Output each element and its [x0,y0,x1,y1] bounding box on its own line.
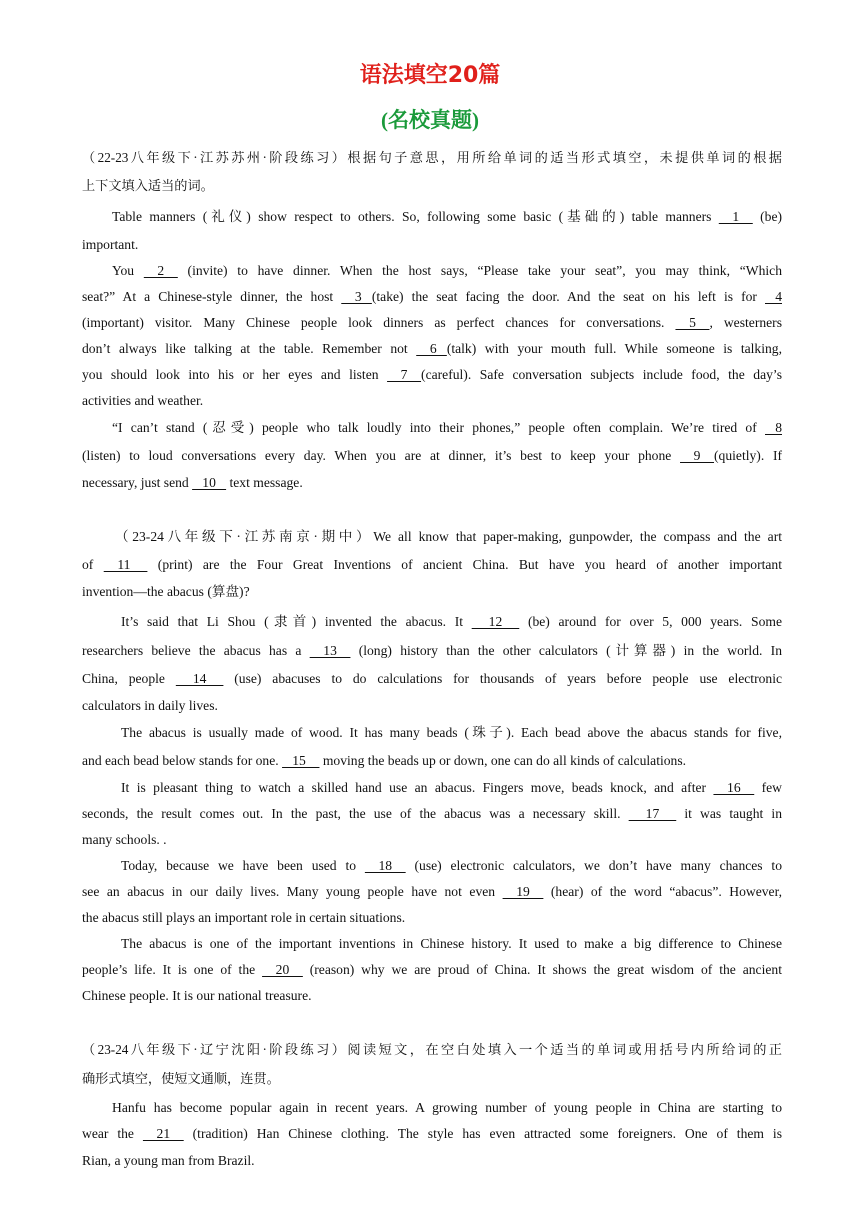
passage2-line: calculators in daily lives. [82,698,218,713]
text: (be) [752,209,782,224]
text: Today, because we have been used to [121,858,365,873]
blank-14[interactable]: 14 [175,671,224,686]
passage2-line: The abacus is usually made of wood. It has many beads (珠子). Each bead above the abacus stands for five, [121,725,782,740]
text: people’s life. It is one of the [82,962,263,977]
passage1-line [82,443,782,469]
blank-13[interactable]: 13 [309,643,351,658]
passage3-line [82,1121,782,1147]
passage3-line: Rian, a young man from Brazil. [82,1153,255,1168]
text: wear the [82,1126,143,1141]
text: and each bead below stands for one. [82,753,283,768]
blank-4[interactable]: 4 [765,289,782,304]
passage2-line [82,879,782,905]
passage1-line: important. [82,237,139,252]
text: (listen) to loud conversations every day. When you are at dinner, it’s best to keep your phone [82,448,681,463]
blank-16[interactable]: 16 [713,780,755,795]
passage3-instruction-line1: （23-24八年级下·辽宁沈阳·阶段练习）阅读短文，在空白处填入一个适当的单词或用括号内所给词的正 [82,1042,782,1057]
text: It’s said that Li Shou (隶首) invented the abacus. It [121,614,472,629]
text: you should look into his or her eyes and listen [82,367,388,382]
text: (be) around for over 5, 000 years. Some [519,614,782,629]
passage2-line [82,957,782,983]
passage2-line: The abacus is one of the important inventions in Chinese history. It used to make a big difference to Chinese [121,936,782,951]
text: seat?” At a Chinese-style dinner, the host [82,289,342,304]
passage2-line: （23-24八年级下·江苏南京·期中）We all know that paper-making, gunpowder, the compass and the art [115,529,782,544]
blank-10[interactable]: 10 [192,475,227,490]
text: moving the beads up or down, one can do all kinds of calculations. [319,753,687,768]
blank-19[interactable]: 19 [502,884,544,899]
text: (take) the seat facing the door. And the seat on his left is for [371,289,765,304]
passage2-line [121,609,782,635]
blank-20[interactable]: 20 [262,962,303,977]
blank-6[interactable]: 6 [416,341,447,356]
text: (talk) with your mouth full. While someone is talking, [446,341,782,356]
passage1-line [82,362,782,388]
page-subtitle: (名校真题) [381,108,479,132]
text: It is pleasant thing to watch a skilled hand use an abacus. Fingers move, beads knock, and after [121,780,714,795]
text: researchers believe the abacus has a [82,643,310,658]
passage2-line: Chinese people. It is our national treasure. [82,988,312,1003]
blank-7[interactable]: 7 [387,367,422,382]
passage1-line [82,310,782,336]
passage2-line [82,552,782,578]
passage1-line: activities and weather. [82,393,204,408]
passage2-line [82,748,782,774]
blank-12[interactable]: 12 [471,614,520,629]
text: (important) visitor. Many Chinese people look dinners as perfect chances for conversations. [82,315,676,330]
text: (hear) of the word “abacus”. However, [543,884,782,899]
blank-9[interactable]: 9 [680,448,715,463]
text: see an abacus in our daily lives. Many young people have not even [82,884,503,899]
blank-15[interactable]: 15 [282,753,320,768]
text: China, people [82,671,176,686]
passage2-line: invention—the abacus (算盘)? [82,584,250,599]
text: few [754,780,783,795]
passage1-line [112,258,782,284]
text: “I can’t stand (忍受) people who talk loudly into their phones,” people often complain. We’re tired of [112,420,765,435]
text: (careful). Safe conversation subjects include food, the day’s [421,367,782,382]
passage3-instruction-line2: 确形式填空，使短文通顺，连贯。 [82,1071,280,1086]
blank-11[interactable]: 11 [103,557,148,572]
text: (use) abacuses to do calculations for thousands of years before people use electronic [223,671,783,686]
blank-1[interactable]: 1 [718,209,753,224]
passage1-instruction-line1: （22-23八年级下·江苏苏州·阶段练习）根据句子意思，用所给单词的适当形式填空，未提供单词的根据 [82,150,782,165]
passage3-line: Hanfu has become popular again in recent years. A growing number of young people in China are starting to [112,1100,782,1115]
text: of [82,557,104,572]
passage2-line [82,801,782,827]
text: (use) electronic calculators, we don’t have many chances to [405,858,783,873]
text: text message. [226,475,303,490]
page-title: 语法填空20篇 [359,63,501,88]
passage1-line [112,415,782,441]
passage1-line [82,336,782,362]
text: You [112,263,144,278]
passage2-line: the abacus still plays an important role in certain situations. [82,910,406,925]
passage2-line [82,638,782,664]
passage2-line [82,666,782,692]
text: seconds, the result comes out. In the past, the use of the abacus was a necessary skill. [82,806,629,821]
blank-21[interactable]: 21 [142,1126,184,1141]
text: necessary, just send [82,475,193,490]
text: it was taught in [676,806,782,821]
passage1-line [112,204,782,230]
passage2-line [121,853,782,879]
text: don’t always like talking at the table. Remember not [82,341,417,356]
passage2-line: many schools. . [82,832,167,847]
passage1-instruction-line2: 上下文填入适当的词。 [82,178,214,193]
passage1-line [82,284,782,310]
text: (reason) why we are proud of China. It shows the great wisdom of the ancient [302,962,782,977]
blank-3[interactable]: 3 [341,289,372,304]
passage1-line [82,470,782,496]
text: (print) are the Four Great Inventions of ancient China. But have you heard of another important [147,557,782,572]
blank-5[interactable]: 5 [675,315,710,330]
text: (invite) to have dinner. When the host says, “Please take your seat”, you may think, “Which [177,263,783,278]
passage2-line [121,775,782,801]
text: , westerners [709,315,782,330]
text: Table manners (礼仪) show respect to others. So, following some basic (基础的) table manners [112,209,719,224]
blank-8[interactable]: 8 [765,420,782,435]
blank-17[interactable]: 17 [628,806,677,821]
blank-18[interactable]: 18 [364,858,406,873]
text: (tradition) Han Chinese clothing. The style has even attracted some foreigners. One of them is [183,1126,782,1141]
text: (quietly). If [714,448,782,463]
blank-2[interactable]: 2 [143,263,178,278]
text: (long) history than the other calculators (计算器) in the world. In [350,643,782,658]
